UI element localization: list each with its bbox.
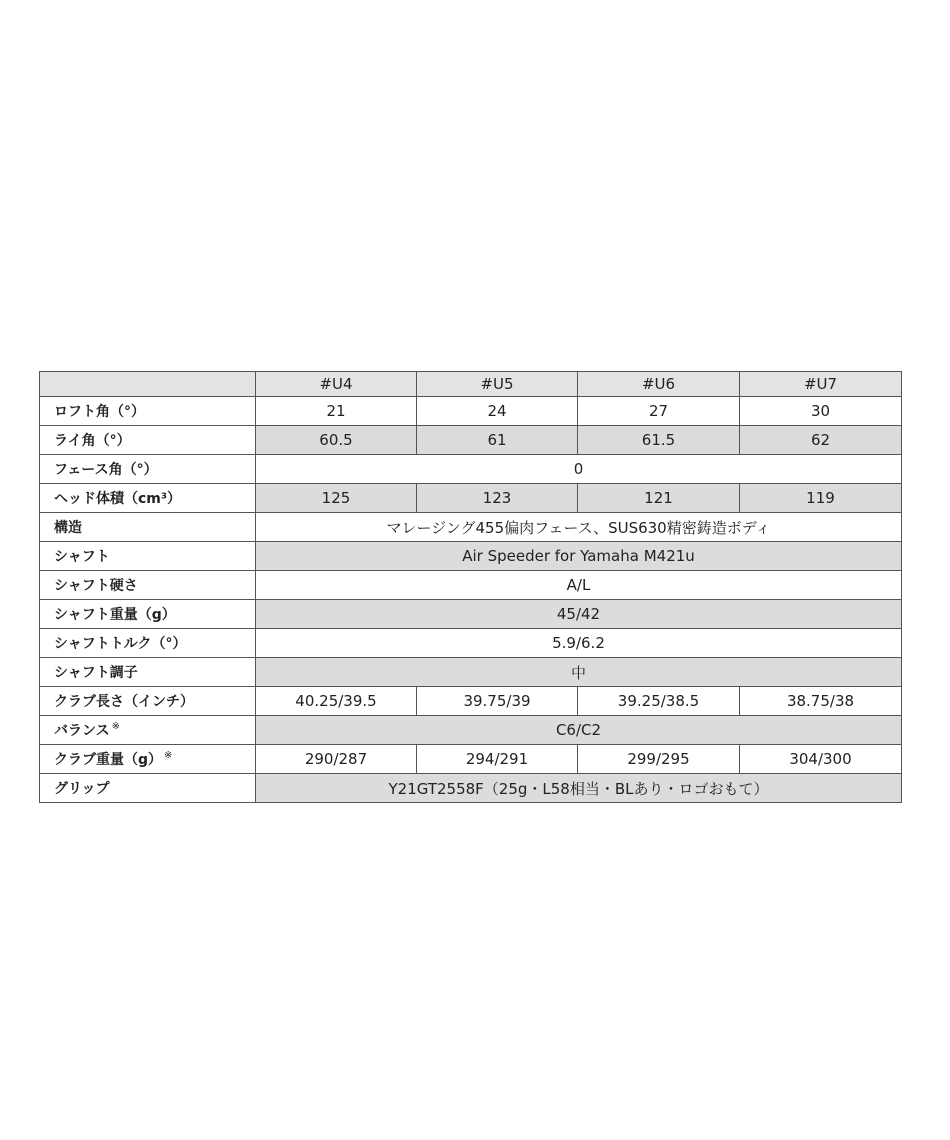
cell-club-weight-u4: 290/287	[256, 745, 417, 774]
cell-volume-u5: 123	[417, 484, 578, 513]
cell-lie-u5: 61	[417, 426, 578, 455]
row-flex	[40, 571, 902, 600]
row-label-shaft: シャフト	[40, 542, 256, 571]
row-grip	[40, 774, 902, 803]
cell-length-u5: 39.75/39	[417, 687, 578, 716]
cell-lie-u4: 60.5	[256, 426, 417, 455]
cell-length-u7: 38.75/38	[740, 687, 902, 716]
cell-volume-u6: 121	[578, 484, 740, 513]
row-loft	[40, 397, 902, 426]
header-cell-u4: #U4	[256, 372, 417, 397]
row-label-club-weight-cell	[40, 745, 256, 774]
row-label-length: クラブ長さ（インチ）	[40, 687, 256, 716]
row-label-face: フェース角（°）	[40, 455, 256, 484]
cell-kick: 中	[256, 658, 902, 687]
row-shaft	[40, 542, 902, 571]
cell-loft-u5: 24	[417, 397, 578, 426]
cell-torque: 5.9/6.2	[256, 629, 902, 658]
row-label-volume: ヘッド体積（cm³）	[40, 484, 256, 513]
cell-loft-u7: 30	[740, 397, 902, 426]
row-volume	[40, 484, 902, 513]
row-label-kick: シャフト調子	[40, 658, 256, 687]
cell-structure: マレージング455偏肉フェース、SUS630精密鋳造ボディ	[256, 513, 902, 542]
row-torque	[40, 629, 902, 658]
row-label-structure: 構造	[40, 513, 256, 542]
header-cell-u7: #U7	[740, 372, 902, 397]
cell-volume-u7: 119	[740, 484, 902, 513]
row-balance	[40, 716, 902, 745]
cell-club-weight-u7: 304/300	[740, 745, 902, 774]
cell-grip: Y21GT2558F（25g・L58相当・BLあり・ロゴおもて）	[256, 774, 902, 803]
cell-balance: C6/C2	[256, 716, 902, 745]
cell-loft-u4: 21	[256, 397, 417, 426]
cell-club-weight-u5: 294/291	[417, 745, 578, 774]
note-mark-balance: ※	[111, 721, 120, 733]
cell-lie-u7: 62	[740, 426, 902, 455]
cell-flex: A/L	[256, 571, 902, 600]
row-face	[40, 455, 902, 484]
row-label-club-weight: クラブ重量（g）	[54, 752, 163, 768]
cell-length-u6: 39.25/38.5	[578, 687, 740, 716]
cell-length-u4: 40.25/39.5	[256, 687, 417, 716]
cell-loft-u6: 27	[578, 397, 740, 426]
cell-volume-u4: 125	[256, 484, 417, 513]
cell-club-weight-u6: 299/295	[578, 745, 740, 774]
note-mark-club-weight: ※	[164, 750, 173, 762]
row-label-shaft-weight: シャフト重量（g）	[40, 600, 256, 629]
cell-shaft-weight: 45/42	[256, 600, 902, 629]
header-cell-u5: #U5	[417, 372, 578, 397]
row-label-flex: シャフト硬さ	[40, 571, 256, 600]
cell-lie-u6: 61.5	[578, 426, 740, 455]
row-kick	[40, 658, 902, 687]
row-label-loft: ロフト角（°）	[40, 397, 256, 426]
row-structure	[40, 513, 902, 542]
cell-shaft: Air Speeder for Yamaha M421u	[256, 542, 902, 571]
header-row	[40, 372, 902, 397]
row-label-balance-cell	[40, 716, 256, 745]
row-label-lie: ライ角（°）	[40, 426, 256, 455]
cell-face: 0	[256, 455, 902, 484]
header-corner-cell	[40, 372, 256, 397]
header-cell-u6: #U6	[578, 372, 740, 397]
spec-table	[39, 371, 902, 803]
row-label-torque: シャフトトルク（°）	[40, 629, 256, 658]
row-lie	[40, 426, 902, 455]
row-label-balance: バランス	[54, 723, 110, 739]
row-club-weight	[40, 745, 902, 774]
row-label-grip: グリップ	[40, 774, 256, 803]
row-shaft-weight	[40, 600, 902, 629]
row-length	[40, 687, 902, 716]
